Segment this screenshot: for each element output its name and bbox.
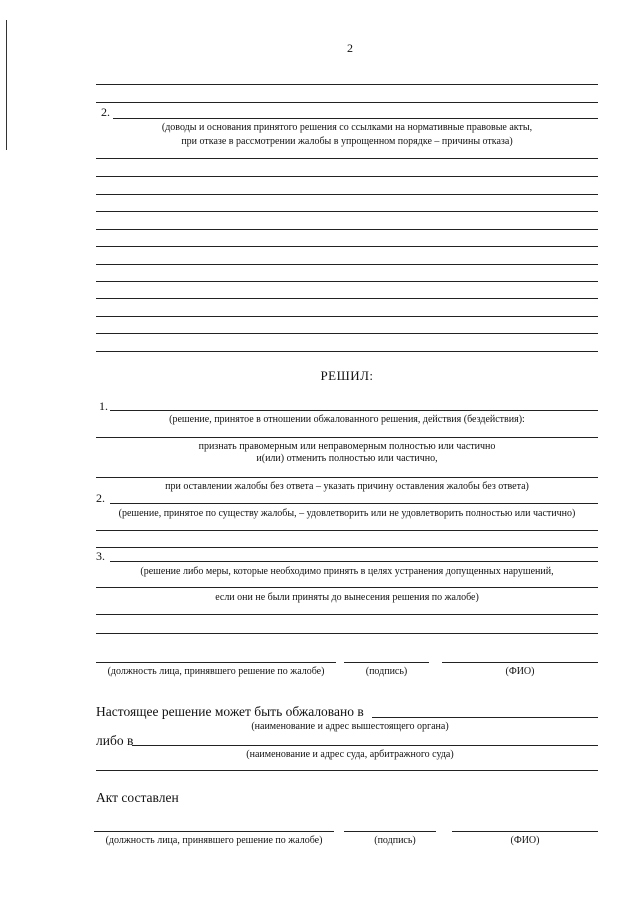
signature-line [452,831,598,832]
blank-line [96,351,598,352]
section-caption: (доводы и основания принятого решения со ссылками на нормативные правовые акты, [161,122,533,133]
item-number: 3. [96,549,105,563]
item-caption: при оставлении жалобы без ответа – указать причину оставления жалобы без ответа) [165,481,529,492]
blank-line [96,102,598,103]
blank-line [96,316,598,317]
blank-line [96,298,598,299]
blank-line [96,530,598,531]
item-caption: признать правомерным или неправомерным полностью или частично [198,441,496,452]
signature-line [94,831,334,832]
appeal-or-text: либо в [96,733,134,748]
blank-line [96,194,598,195]
signature-line [344,831,436,832]
item-number: 1. [99,399,108,413]
blank-line [132,745,598,746]
blank-line [96,633,598,634]
blank-line [96,246,598,247]
appeal-caption: (наименование и адрес суда, арбитражного суда) [246,749,454,760]
signature-line [442,662,598,663]
name-caption: (ФИО) [505,666,535,677]
blank-line [96,211,598,212]
signature-caption: (подпись) [365,666,408,677]
blank-line [96,770,598,771]
act-text: Акт составлен [96,790,179,805]
blank-line [110,503,598,504]
blank-line [96,477,598,478]
scan-edge-line [6,20,7,150]
blank-line [96,614,598,615]
signature-caption: (подпись) [374,835,416,846]
item-caption: (решение, принятое в отношении обжалованного решения, действия (бездействия): [169,414,525,425]
section-caption: при отказе в рассмотрении жалобы в упрощенном порядке – причины отказа) [181,136,513,147]
blank-line [96,587,598,588]
appeal-text: Настоящее решение может быть обжаловано в [96,704,364,719]
blank-line [96,437,598,438]
item-number: 2. [96,491,105,505]
appeal-caption: (наименование и адрес вышестоящего органа) [251,721,449,732]
blank-line [96,176,598,177]
blank-line [113,118,598,119]
blank-line [96,264,598,265]
blank-line [372,717,598,718]
decision-heading: РЕШИЛ: [320,368,374,383]
position-caption: (должность лица, принявшего решение по жалобе) [105,835,323,846]
item-caption: и(или) отменить полностью или частично, [256,453,438,464]
blank-line [96,547,598,548]
item-caption: если они не были приняты до вынесения решения по жалобе) [215,592,479,603]
signature-line [96,662,336,663]
section-number: 2. [101,105,110,119]
item-caption: (решение, принятое по существу жалобы, – удовлетворить или не удовлетворить полностью или частично) [118,508,576,519]
blank-line [110,410,598,411]
item-caption: (решение либо меры, которые необходимо принять в целях устранения допущенных нарушений, [140,566,554,577]
blank-line [96,84,598,85]
position-caption: (должность лица, принявшего решение по жалобе) [107,666,325,677]
name-caption: (ФИО) [510,835,540,846]
blank-line [110,561,598,562]
blank-line [96,229,598,230]
blank-line [96,281,598,282]
blank-line [96,333,598,334]
signature-line [344,662,429,663]
page-number: 2 [347,41,353,55]
blank-line [96,158,598,159]
